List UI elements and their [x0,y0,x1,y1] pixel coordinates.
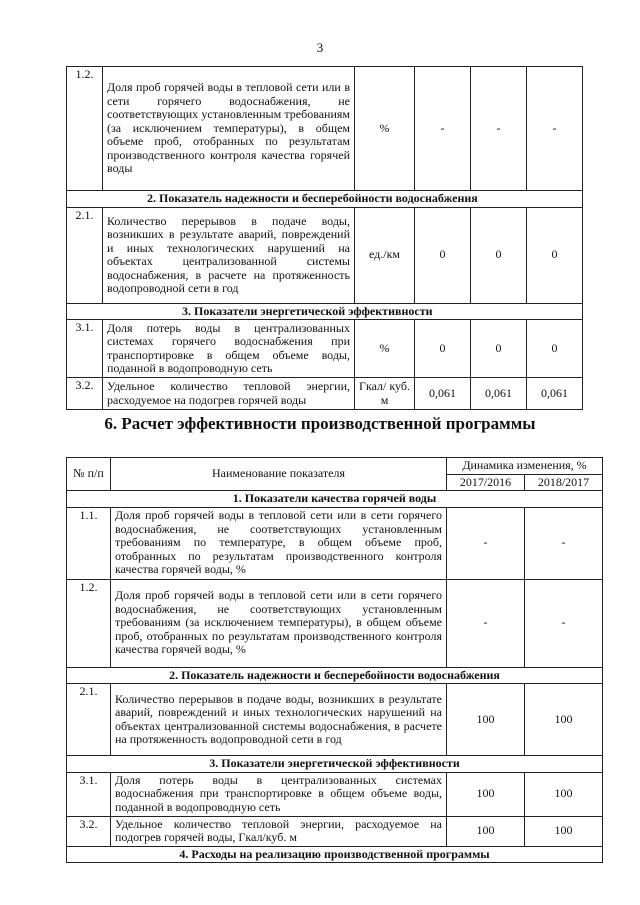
value-cell: 0 [527,320,583,378]
table-row [67,772,603,816]
value-cell: 0,061 [471,378,527,410]
section-row [67,756,603,773]
table-row [67,684,603,756]
section-row [67,191,583,208]
header-row [67,458,603,475]
indicator-name: Доля потерь воды в централизованных системах водоснабжения при транспортировке в общем объеме воды, поданной в водопроводную сеть [111,772,447,816]
value-cell: 0 [415,320,471,378]
section-row [67,667,603,684]
value-cell: 100 [447,684,525,756]
indicator-name: Удельное количество тепловой энергии, расходуемое на подогрев горячей воды [103,378,355,410]
unit-cell: Гкал/ куб. м [355,378,415,410]
value-cell: 100 [525,816,603,846]
value-cell: 100 [447,772,525,816]
section-row [67,303,583,320]
indicator-name: Доля потерь воды в централизованных системах горячего водоснабжения при транспортировке в общем объеме воды, поданной в водопроводную сеть [103,320,355,378]
unit-cell: ед./км [355,207,415,303]
value-cell: 100 [525,772,603,816]
value-cell: - [527,67,583,191]
indicator-name: Количество перерывов в подаче воды, возникших в результате аварий, повреждений и иных технологических нарушений на объектах централизованной системы водоснабжения, в расчете на протяженность водопроводной сети в год [111,684,447,756]
indicator-name: Доля проб горячей воды в тепловой сети или в сети горячего водоснабжения, не соответствующих установленным требованиям по температуре, в общем объеме проб, отобранных по результатам производственного контроля качества горячей воды, % [111,507,447,579]
header-year: 2017/2016 [447,474,525,491]
page-number: 3 [316,40,324,55]
section-heading: 3. Показатели энергетической эффективности [67,756,603,773]
section-heading: 2. Показатель надежности и бесперебойности водоснабжения [67,191,583,208]
section-heading: 2. Показатель надежности и бесперебойности водоснабжения [67,667,603,684]
indicator-name: Удельное количество тепловой энергии, расходуемое на подогрев горячей воды, Гкал/куб. м [111,816,447,846]
header-name: Наименование показателя [111,458,447,491]
value-cell: 0,061 [415,378,471,410]
table-row [67,816,603,846]
row-number: 3.1. [67,320,103,378]
indicators-table [66,66,583,410]
value-cell: 100 [447,816,525,846]
value-cell: - [471,67,527,191]
header-num: № п/п [67,458,111,491]
indicator-name: Доля проб горячей воды в тепловой сети или в сети горячего водоснабжения, не соответствующих установленным требованиям (за исключением температуры), в общем объеме проб, отобранных по результатам производственного контроля качества горячей воды [103,67,355,191]
row-number: 3.2. [67,378,103,410]
section-heading: 3. Показатели энергетической эффективности [67,303,583,320]
value-cell: - [525,507,603,579]
unit-cell: % [355,320,415,378]
row-number: 1.1. [67,507,111,579]
value-cell: 100 [525,684,603,756]
row-number: 1.2. [67,579,111,667]
value-cell: - [447,507,525,579]
value-cell: 0 [415,207,471,303]
row-number: 3.1. [67,772,111,816]
value-cell: 0 [471,207,527,303]
value-cell: 0 [527,207,583,303]
table-row [67,67,583,191]
table-row [67,579,603,667]
table-row [67,207,583,303]
indicator-name: Доля проб горячей воды в тепловой сети или в сети горячего водоснабжения, не соответствующих установленным требованиям (за исключением температуры), в общем объеме проб, отобранных по результатам производственного контроля качества горячей воды, % [111,579,447,667]
section-heading: 4. Расходы на реализацию производственной программы [67,846,603,863]
row-number: 3.2. [67,816,111,846]
indicator-name: Количество перерывов в подаче воды, возникших в результате аварий, повреждений и иных технологических нарушений на объектах централизованной системы водоснабжения, в расчете на протяженность водопроводной сети в год [103,207,355,303]
value-cell: - [525,579,603,667]
header-dynamics: Динамика изменения, % [447,458,603,475]
value-cell: 0 [471,320,527,378]
row-number: 2.1. [67,684,111,756]
efficiency-table [66,457,603,863]
table-row [67,507,603,579]
value-cell: - [447,579,525,667]
section-heading: 1. Показатели качества горячей воды [67,491,603,508]
section-title: 6. Расчет эффективности производственной программы [104,414,536,433]
section-row [67,491,603,508]
header-year: 2018/2017 [525,474,603,491]
table-row [67,378,583,410]
value-cell: - [415,67,471,191]
table-row [67,320,583,378]
row-number: 1.2. [67,67,103,191]
section-row [67,846,603,863]
value-cell: 0,061 [527,378,583,410]
unit-cell: % [355,67,415,191]
row-number: 2.1. [67,207,103,303]
